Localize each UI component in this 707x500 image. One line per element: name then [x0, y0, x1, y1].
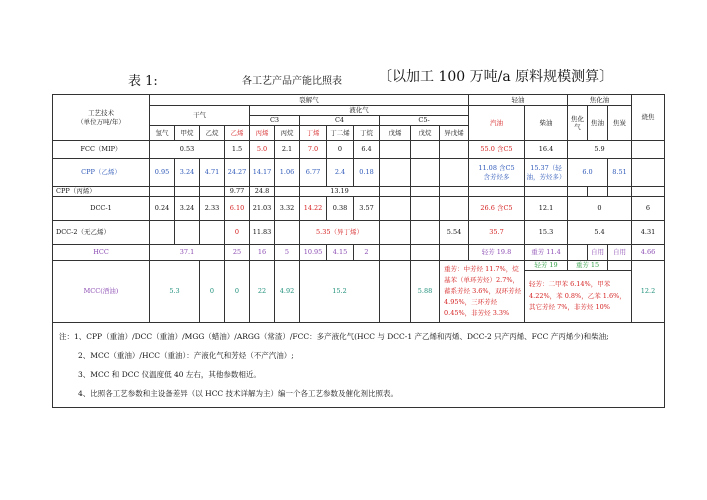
- cell-fcc-butadiene: 0: [327, 141, 354, 159]
- note-3: 3、MCC 和 DCC 仪温度低 40 左右，其他参数相近。: [78, 370, 261, 379]
- header-coker-gas: 焦化 气: [568, 106, 588, 141]
- table-row: [53, 187, 665, 197]
- cell-cpp-e-c2h6: 4.71: [200, 159, 225, 187]
- notes-block: [53, 323, 665, 408]
- row-label-dcc1: DCC-1: [53, 197, 150, 221]
- cell-mcc-ethane: 0: [200, 261, 225, 323]
- cell-fcc-diesel: 16.4: [525, 141, 568, 159]
- row-label-hcc: HCC: [53, 245, 150, 261]
- cell-cpp-e-propane: 1.06: [275, 159, 300, 187]
- table-scale: 〔以加工 100 万吨/a 原料规模测算〕: [378, 69, 614, 85]
- cell-dcc1-c2h4: 6.10: [225, 197, 250, 221]
- cell-fcc-propane: 2.1: [275, 141, 300, 159]
- header-c4: C4: [300, 116, 380, 126]
- header-c3: C3: [250, 116, 300, 126]
- note-2: 2、MCC（重油）/HCC（重油）：产液化气和芳烃（不产汽油）;: [78, 351, 294, 360]
- note-4: 4、比照各工艺参数和主设备差异（以 HCC 技术详解为主）编一个各工艺参数及催化剂比照表。: [78, 389, 399, 398]
- header-coke: 焦炭: [608, 106, 632, 141]
- table-caption: 各工艺产品产能比照表: [242, 76, 342, 87]
- cell-fcc-ethylene: 1.5: [225, 141, 250, 159]
- cell-dcc2-c2h4: 0: [225, 221, 250, 245]
- cell-hcc-coker-oil: 自用: [588, 245, 608, 261]
- cell-hcc-butane: 2: [354, 245, 380, 261]
- table-row: [53, 141, 665, 159]
- cell-fcc-propylene: 5.0: [250, 141, 275, 159]
- cell-dcc1-gasoline: 26.6 含C5: [469, 197, 525, 221]
- header-pentane: 戊烷: [411, 126, 440, 141]
- cell-mcc-c4: 15.2: [300, 261, 380, 323]
- cell-cpp-e-h2: 0.95: [150, 159, 175, 187]
- cell-cpp-e-ch4: 3.24: [175, 159, 200, 187]
- cell-mcc-propylene: 22: [250, 261, 275, 323]
- cell-fcc-butane: 6.4: [354, 141, 380, 159]
- cell-fcc-coker: 5.9: [568, 141, 632, 159]
- header-methane: 甲烷: [175, 126, 200, 141]
- table-row: [53, 159, 665, 187]
- cell-dcc1-c2h6: 2.33: [200, 197, 225, 221]
- cell-dcc2-butene: 5.35（异丁烯）: [300, 221, 380, 245]
- cell-cpp-e-coker-gas: 6.0: [568, 159, 608, 187]
- cell-mcc-light-aromatics-a: 轻芳 19: [525, 261, 568, 271]
- header-isopentene: 异戊烯: [440, 126, 469, 141]
- header-hydrogen: 氢气: [150, 126, 175, 141]
- header-propylene: 丙烯: [250, 126, 275, 141]
- header-coker-oil: 焦化油: [568, 95, 632, 106]
- cell-hcc-c2h4: 25: [225, 245, 250, 261]
- cell-cpp-e-propylene: 14.17: [250, 159, 275, 187]
- cell-mcc-light-aromatics-b: 重芳 15: [568, 261, 608, 271]
- header-ethylene: 乙烯: [225, 126, 250, 141]
- cell-cpp-p-ethylene: 9.77: [225, 187, 250, 197]
- cell-cpp-e-butene: 6.77: [300, 159, 327, 187]
- cell-mcc-pentane: 5.88: [411, 261, 440, 323]
- cell-mcc-heavy-aromatics: 重芳：中芳烃 11.7%，烷基苯（单环芳烃）2.7%，蓄系芳烃 3.6%，双环芳烃 4.95%，三环芳烃 0.45%，非芳烃 3.3%: [440, 261, 525, 323]
- header-burn: 烧焦: [632, 95, 665, 141]
- cell-dcc1-propylene: 21.03: [250, 197, 275, 221]
- cell-cpp-e-coke: 8.51: [608, 159, 632, 187]
- cell-hcc-heavy-aromatics: 重芳 11.4: [525, 245, 568, 261]
- header-dry-gas: 干气: [150, 106, 250, 126]
- row-label-dcc2: DCC-2（无乙烯）: [53, 221, 150, 245]
- cell-dcc1-burn: 6: [632, 197, 665, 221]
- row-label-mcc: MCC(酒油): [53, 261, 150, 323]
- cell-dcc2-propylene: 11.83: [250, 221, 275, 245]
- cell-dcc1-coker: 0: [568, 197, 632, 221]
- cell-dcc1-ch4: 3.24: [175, 197, 200, 221]
- cell-dcc2-burn: 4.31: [632, 221, 665, 245]
- cell-cpp-p-c4: 13.19: [300, 187, 380, 197]
- cell-cpp-e-butane: 0.18: [354, 159, 380, 187]
- header-light-oil: 轻油: [469, 95, 568, 106]
- cell-hcc-burn: 4.66: [632, 245, 665, 261]
- cell-cpp-e-butadiene: 2.4: [327, 159, 354, 187]
- table-row: [53, 221, 665, 245]
- cell-fcc-butene: 7.0: [300, 141, 327, 159]
- table-number: 表 1:: [128, 74, 158, 89]
- cell-dcc1-butadiene: 0.38: [327, 197, 354, 221]
- cell-hcc-dry-gas: 37.1: [150, 245, 225, 261]
- header-c5: C5-: [380, 116, 469, 126]
- header-butadiene: 丁二烯: [327, 126, 354, 141]
- table-row: [53, 261, 665, 271]
- cell-fcc-gasoline: 55.0 含C5: [469, 141, 525, 159]
- cell-cpp-e-c2h4: 24.27: [225, 159, 250, 187]
- cell-mcc-light-aromatics-detail: 轻芳：二甲苯 6.14%，甲苯 4.22%，苯 0.8%，乙苯 1.6%，其它芳烃 7%，非芳烃 10%: [525, 271, 632, 323]
- cell-dcc2-gasoline: 35.7: [469, 221, 525, 245]
- cell-dcc2-diesel: 15.3: [525, 221, 568, 245]
- header-coker-tar: 焦油: [588, 106, 608, 141]
- header-cracked-gas: 裂解气: [150, 95, 469, 106]
- capacity-table: [52, 94, 665, 408]
- cell-hcc-butadiene: 4.15: [327, 245, 354, 261]
- cell-hcc-butene: 10.95: [300, 245, 327, 261]
- cell-dcc2-isopentene: 5.54: [440, 221, 469, 245]
- cell-hcc-propylene: 16: [250, 245, 275, 261]
- header-butane: 丁烷: [354, 126, 380, 141]
- title-row: [0, 66, 707, 90]
- header-butene: 丁烯: [300, 126, 327, 141]
- note-1: 注：1、CPP（重油）/DCC（重油）/MGG（蜡油）/ARGG（常渣）/FCC：多产液化气(HCC 与 DCC-1 产乙烯和丙烯、DCC-2 只产丙烯、FCC 产丙烯少)和柴油;: [59, 332, 609, 341]
- cell-dcc1-h2: 0.24: [150, 197, 175, 221]
- cell-hcc-coke: 自用: [608, 245, 632, 261]
- cell-cpp-e-gasoline: 11.08 含C5 含芳烃多: [469, 159, 525, 187]
- table-row: [53, 245, 665, 261]
- cell-hcc-light-aromatics: 轻芳 19.8: [469, 245, 525, 261]
- cell-mcc-c2h4: 0: [225, 261, 250, 323]
- cell-hcc-propane: 5: [275, 245, 300, 261]
- header-process: 工艺技术 （单位万吨/年）: [53, 95, 150, 141]
- cell-mcc-burn: 12.2: [632, 261, 665, 323]
- header-lpg: 液化气: [250, 106, 469, 116]
- row-label-cpp-propylene: CPP（丙烯）: [53, 187, 150, 197]
- cell-mcc-propane: 4.92: [275, 261, 300, 323]
- cell-dcc2-coker: 5.4: [568, 221, 632, 245]
- header-ethane: 乙烷: [200, 126, 225, 141]
- row-label-fcc: FCC（MIP）: [53, 141, 150, 159]
- cell-fcc-dry-gas: 0.53: [150, 141, 225, 159]
- cell-dcc1-butene: 14.22: [300, 197, 327, 221]
- header-pentene: 戊烯: [380, 126, 411, 141]
- table-row: [53, 197, 665, 221]
- header-gasoline: 汽油: [469, 106, 525, 141]
- header-propane: 丙烷: [275, 126, 300, 141]
- cell-mcc-dry-gas: 5.3: [150, 261, 200, 323]
- cell-dcc1-propane: 3.32: [275, 197, 300, 221]
- row-label-cpp-ethylene: CPP（乙烯）: [53, 159, 150, 187]
- cell-dcc1-diesel: 12.1: [525, 197, 568, 221]
- cell-cpp-p-propylene: 24.8: [250, 187, 275, 197]
- cell-dcc1-butane: 3.57: [354, 197, 380, 221]
- cell-cpp-e-diesel: 15.37（轻 油，芳烃多）: [525, 159, 568, 187]
- header-diesel: 柴油: [525, 106, 568, 141]
